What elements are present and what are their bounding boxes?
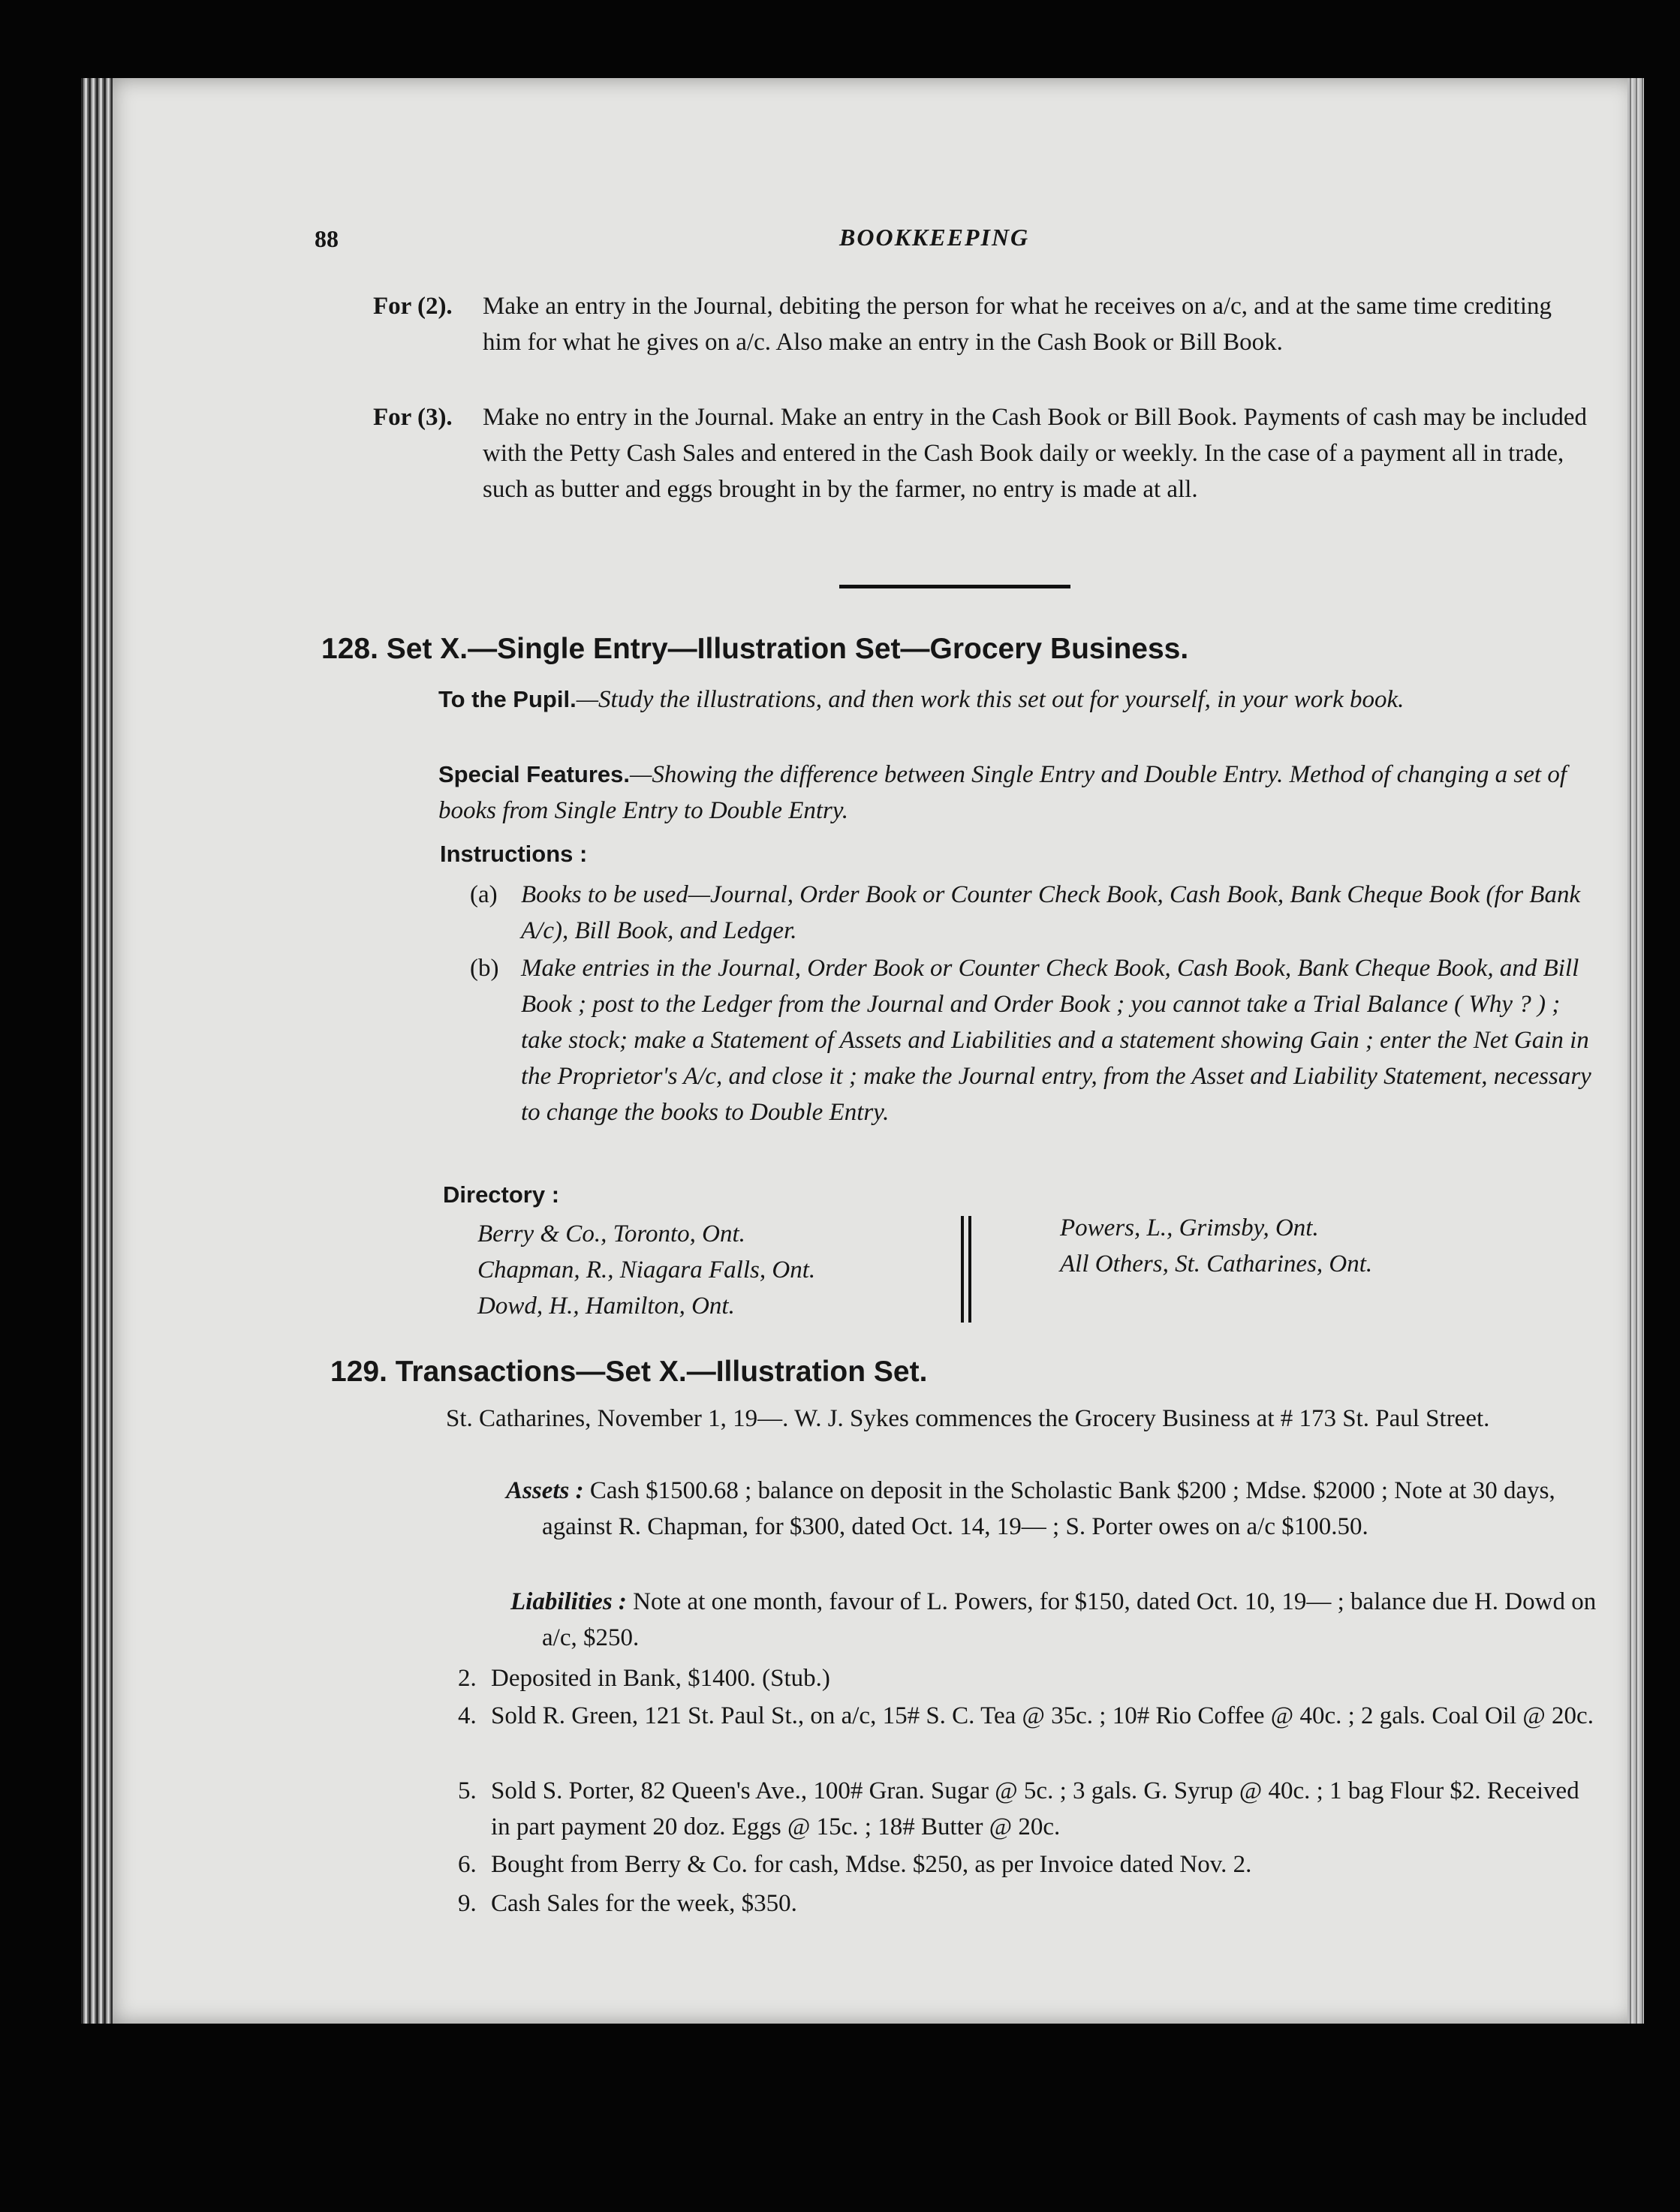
assets-entry — [506, 1473, 1602, 1545]
page-number: 88 — [315, 225, 339, 252]
special-features-text: —Showing the difference between Single Entry and Double Entry. Method of changing a set of books from Single Entry to Double Entry. — [438, 761, 1567, 824]
transaction-text: Bought from Berry & Co. for cash, Mdse. $250, as per Invoice dated Nov. 2. — [491, 1851, 1252, 1878]
transaction-item — [458, 1773, 1602, 1845]
for-item-2 — [373, 288, 1595, 360]
transaction-text: Sold R. Green, 121 St. Paul St., on a/c, 15# S. C. Tea @ 35c. ; 10# Rio Coffee @ 40c. ; 2 gals. Coal Oil @ 20c. — [491, 1702, 1594, 1729]
special-features — [438, 757, 1600, 829]
directory-right — [1060, 1210, 1585, 1282]
section-129-heading: 129. Transactions—Set X.—Illustration Set. — [330, 1356, 928, 1388]
to-the-pupil — [438, 682, 1600, 718]
for-item-text: Make no entry in the Journal. Make an entry in the Cash Book or Bill Book. Payments of cash may be included with the Petty Cash Sales and entered in the Cash Book daily or weekly. In the case of a payment all in trade, such as butter and eggs brought in by the farmer, no entry is made at all. — [483, 404, 1587, 503]
transaction-item — [458, 1846, 1602, 1882]
transaction-text: Sold S. Porter, 82 Queen's Ave., 100# Gran. Sugar @ 5c. ; 3 gals. G. Syrup @ 40c. ; 1 bag Flour $2. Received in part payment 20 doz. Eggs @ 15c. ; 18# Butter @ 20c. — [491, 1777, 1579, 1840]
directory-label: Directory : — [443, 1181, 560, 1208]
directory-entry: Chapman, R., Niagara Falls, Ont. — [477, 1256, 816, 1284]
assets-label: Assets : — [506, 1477, 584, 1504]
to-the-pupil-label: To the Pupil. — [438, 686, 577, 712]
transaction-item — [458, 1698, 1602, 1734]
for-item-label: For (3). — [373, 404, 453, 431]
page-edge — [1627, 78, 1644, 2024]
transaction-item — [458, 1660, 1602, 1696]
directory-entry: Dowd, H., Hamilton, Ont. — [477, 1293, 735, 1320]
transaction-text: Cash Sales for the week, $350. — [491, 1890, 797, 1917]
instruction-a — [470, 877, 1600, 949]
instruction-a-text: Books to be used—Journal, Order Book or Counter Check Book, Cash Book, Bank Cheque Book (for Bank A/c), Bill Book, and Ledger. — [521, 881, 1581, 944]
transaction-item — [458, 1885, 1602, 1922]
liabilities-label: Liabilities : — [510, 1588, 627, 1615]
directory-divider — [968, 1216, 971, 1323]
directory-divider — [961, 1216, 964, 1323]
transaction-day: 2. — [458, 1665, 477, 1692]
transaction-day: 6. — [458, 1851, 477, 1878]
instruction-b-text: Make entries in the Journal, Order Book or Counter Check Book, Cash Book, Bank Cheque Book, and Bill Book ; post to the Ledger from the Journal and Order Book ; you cannot take a Trial Balance ( Why ? ) ; take stock; make a Statement of Assets and Liabilities and a statement showing Gain ; enter the Net Gain in the Proprietor's A/c, and close it ; make the Journal entry, from the Asset and Liability Statement, necessary to change the books to Double Entry. — [521, 955, 1591, 1126]
directory-entry: Powers, L., Grimsby, Ont. — [1060, 1214, 1319, 1241]
directory-entry: Berry & Co., Toronto, Ont. — [477, 1220, 745, 1247]
transaction-text: Deposited in Bank, $1400. (Stub.) — [491, 1665, 830, 1692]
directory-entry: All Others, St. Catharines, Ont. — [1060, 1250, 1373, 1278]
liabilities-entry — [510, 1584, 1602, 1656]
for-item-text: Make an entry in the Journal, debiting the person for what he receives on a/c, and at the same time crediting him for what he gives on a/c. Also make an entry in the Cash Book or Bill Book. — [483, 293, 1552, 356]
instructions-label: Instructions : — [440, 841, 588, 867]
section-divider — [839, 585, 1070, 588]
transaction-day: 4. — [458, 1702, 477, 1729]
for-item-label: For (2). — [373, 293, 453, 320]
transactions-intro: St. Catharines, November 1, 19—. W. J. Sykes commences the Grocery Business at # 173 St. Paul Street. — [446, 1405, 1490, 1432]
running-title: BOOKKEEPING — [839, 224, 1030, 251]
instruction-b-label: (b) — [470, 955, 499, 982]
instruction-a-label: (a) — [470, 881, 498, 908]
special-features-label: Special Features. — [438, 761, 631, 787]
for-item-3 — [373, 399, 1595, 507]
directory-left — [477, 1216, 943, 1324]
liabilities-text: Note at one month, favour of L. Powers, for $150, dated Oct. 10, 19— ; balance due H. Dowd on a/c, $250. — [542, 1588, 1597, 1651]
instruction-b — [470, 950, 1600, 1130]
transaction-day: 9. — [458, 1890, 477, 1917]
to-the-pupil-text: —Study the illustrations, and then work this set out for yourself, in your work book. — [576, 686, 1405, 713]
transaction-day: 5. — [458, 1777, 477, 1804]
section-128-heading: 128. Set X.—Single Entry—Illustration Set—Grocery Business. — [321, 633, 1189, 665]
assets-text: Cash $1500.68 ; balance on deposit in the Scholastic Bank $200 ; Mdse. $2000 ; Note at 30 days, against R. Chapman, for $300, dated Oct. 14, 19— ; S. Porter owes on a/c $100.50. — [542, 1477, 1555, 1540]
